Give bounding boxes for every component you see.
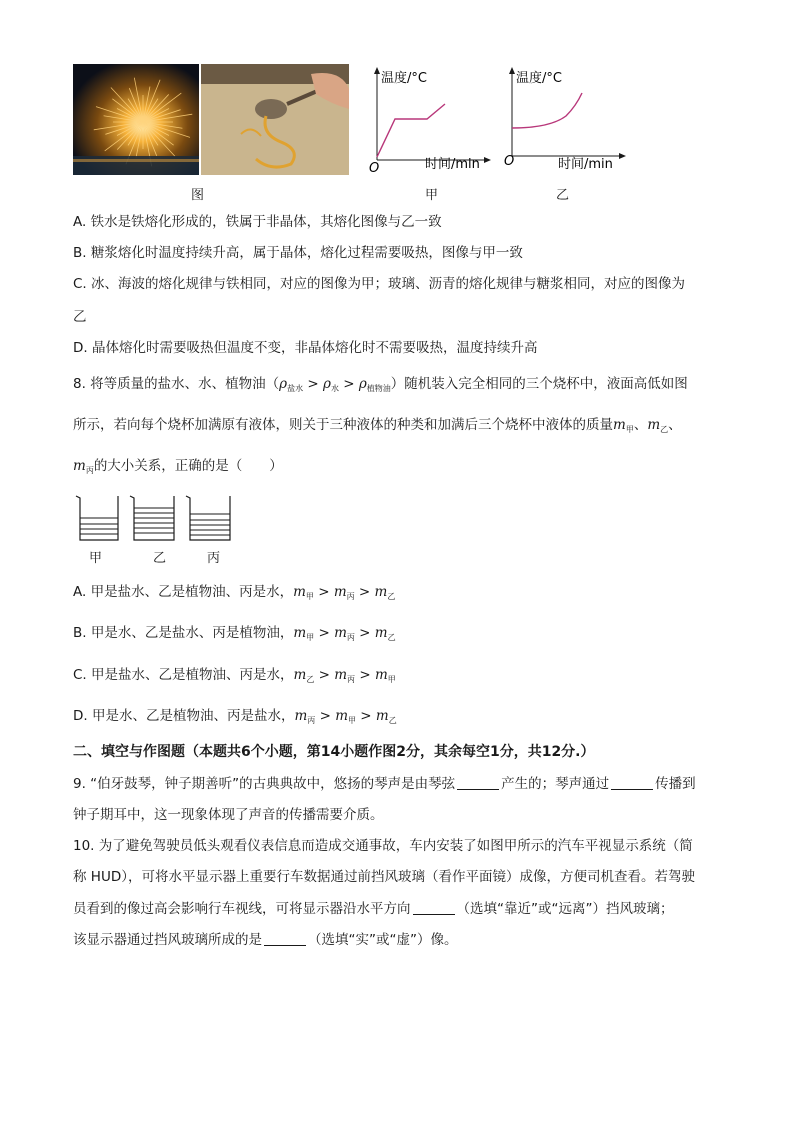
beakers-figure (70, 494, 240, 544)
q10-line2: 称 HUD），可将水平显示器上重要行车数据通过前挡风玻璃（看作平面镜）成像，方便司机查看。若驾驶 (73, 869, 695, 885)
answer-blank[interactable] (457, 775, 499, 790)
y-axis-arrow (374, 67, 380, 74)
sugar-painting-image (201, 64, 349, 175)
answer-blank[interactable] (611, 775, 653, 790)
q8-stem-line1: 8. 将等质量的盐水、水、植物油$(\rho_{盐水} > \rho_水 > \rho_{植物油})$随机装入完全相同的三个烧杯中，液面高低如图 (73, 376, 688, 393)
beaker-bing (186, 496, 230, 540)
beaker-label-bing: 丙 (207, 551, 221, 566)
answer-blank[interactable] (264, 931, 306, 946)
x-axis-label: 时间/min (558, 157, 613, 172)
graph-jia-caption: 甲 (425, 188, 439, 203)
graph-yi (500, 64, 630, 176)
q9-line1: 9. “伯牙鼓琴，钟子期善听”的古典典故中，悠扬的琴声是由琴弦 产生的；琴声通过 传播到 (73, 776, 696, 792)
q7-option-a: A. 铁水是铁熔化形成的，铁属于非晶体，其熔化图像与乙一致 (73, 214, 442, 230)
q8-stem-line3: $m_丙$的大小关系，正确的是（ ） (73, 458, 283, 475)
q8-option-a: A. 甲是盐水、乙是植物油、丙是水，$m_甲 > m_丙 > m_乙$ (73, 584, 396, 601)
q10-line1: 10. 为了避免驾驶员低头观看仪表信息而造成交通事故，车内安装了如图甲所示的汽车平视显示系统（简 (73, 838, 693, 854)
q9-line2: 钟子期耳中，这一现象体现了声音的传播需要介质。 (73, 807, 384, 823)
melting-curve-amorphous (512, 93, 582, 128)
q8-option-b: B. 甲是水、乙是盐水、丙是植物油，$m_甲 > m_丙 > m_乙$ (73, 625, 396, 642)
q7-option-c-line2: 乙 (73, 309, 87, 325)
q8-option-c: C. 甲是盐水、乙是植物油、丙是水，$m_乙 > m_丙 > m_甲$ (73, 667, 396, 684)
origin-label: O (504, 154, 515, 169)
q8-stem-line2: 所示，若向每个烧杯加满原有液体，则关于三种液体的种类和加满后三个烧杯中液体的质量$m_甲$、$m_乙$、 (73, 417, 682, 434)
q7-option-c-line1: C. 冰、海波的熔化规律与铁相同，对应的图像为甲；玻璃、沥青的熔化规律与糖浆相同，对应的图像为 (73, 276, 686, 292)
melting-curve-crystal (377, 104, 445, 157)
y-axis-label: 温度/°C (381, 71, 427, 86)
x-axis-label: 时间/min (425, 157, 480, 172)
x-axis-arrow (484, 157, 491, 163)
photo-caption: 图 (191, 188, 205, 203)
origin-label: O (369, 161, 380, 176)
answer-blank[interactable] (413, 900, 455, 915)
iron-fireworks-image (73, 64, 199, 175)
y-axis-arrow (509, 67, 515, 74)
beaker-label-jia: 甲 (89, 551, 103, 566)
q10-line3: 员看到的像过高会影响行车视线，可将显示器沿水平方向 （选填“靠近”或“远离”）挡风玻璃； (73, 901, 674, 917)
graph-yi-caption: 乙 (556, 188, 570, 203)
x-axis-arrow (619, 153, 626, 159)
q8-option-d: D. 甲是水、乙是植物油、丙是盐水，$m_丙 > m_甲 > m_乙$ (73, 708, 397, 725)
y-axis-label: 温度/°C (516, 71, 562, 86)
section-2-title: 二、填空与作图题（本题共6个小题，第14小题作图2分，其余每空1分，共12分.） (73, 744, 595, 760)
fireworks-photo (73, 64, 199, 175)
beaker-yi (130, 496, 174, 540)
q10-line4: 该显示器通过挡风玻璃所成的是 （选填“实”或“虚”）像。 (73, 932, 458, 948)
q7-option-d: D. 晶体熔化时需要吸热但温度不变，非晶体熔化时不需要吸热，温度持续升高 (73, 340, 538, 356)
q7-option-b: B. 糖浆熔化时温度持续升高，属于晶体，熔化过程需要吸热，图像与甲一致 (73, 245, 523, 261)
beaker-jia (76, 496, 118, 540)
sugar-painting-photo (201, 64, 349, 175)
beaker-label-yi: 乙 (153, 551, 167, 566)
graph-jia (365, 64, 495, 176)
